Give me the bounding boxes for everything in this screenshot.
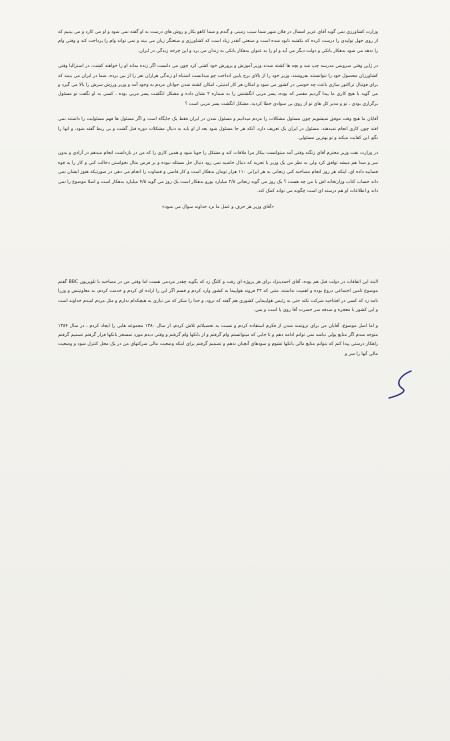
paragraph-4: در وزارت نفت وزیر محترم آقای زنگنه وقتی آمد میتوانست بیکار مرا ملاقات کند و مشکل را جویا شود و همین کاری را که من در بازداشت انجام میدهم در آزادی و بدون سر و صدا هم میشد توافق کرد ولی به نظر من یک وزیر با تجربه که دنبال حاشیه نمی رود دنبال حل مسئله نبوده و بر فرض مثال نخواستن دخالت کنی و کار را به قوه قضاییه داده ای، اینکه هر روز انجام مصاحبه کنی زنجانی به هر ایرانی ۱۱۰ هزار تومان بدهکار است و کار قاضی و قضاوت را انجام می دهی در صورتیکه هنوز ایشان نمی داند حساب کتاب وزارتخانه اش با من چه هست ؟ یک روز می گوید زنجانی ۲/۸ میلیارد یورو بدهکار است یک روز می گوید ۴/۵ میلیارد بدهکار است و اصلا موضوع را نمی داند و اطلاعات او هم درسته ای است چگونه می تواند کمک کند. (58, 151, 379, 195)
paragraph-1: وزارت کشاورزی نمی گوید آقای عزیز امسال در فلان شهر شما سیب زمینی و گندم و شما کاهو بکار و روش های درست به او گفته نمی شود و او می کارد و می بینیم که از روی جهل تولیدی را درست کرده که یکشبه نابود شده است و صنعتی آنقدر زیاد است که کشاورزی و صنعتگر زیان می بیند و نمی تواند وام را پرداخت کند و وقتی وام را ندهد می شود بدهکار بانکی و دولت دیگر می آید و او را به عنوان بدهکار بانکی به زندان می برد و این چرخه زندگی در ایران. (58, 30, 378, 54)
paragraph-2: در ژاپن وقتی سرویس مدرسه چپ شد و بچه ها کشته شدند وزیر آموزش و پرورش خود کشی کرد چون می دانست اگر زنده بماند او را خواهند کشت، در استرالیا وقتی کشاورزان محصول خود را نتوانستند بفروشند، وزیر خود را از بالای برج پایین انداخت چو میدانست اشتباه او زندگی هزاران نفر را از بین برده، شما در ایران می بینید که برای فوتبال تراکتور سازی باعث چه خوشی در کشور می شود و امکان هر کار امنیتی، امکان کشته شدن جوانان مردم به وجود آمد و وزیر ورزش سرش را بالا می گیرد و می گوید با هیچ کاری ما پیدا گردیم مقصر که بوده، پسر مربی انگشتش را به شماره ۲ نشان داده و مشکل انگشت پسر مربی بوده ، کسی به او نگفت تو مسئول برگزاری بودی ، تو و مدیر کل های تو از روی بی سوادی خطا کردید، مشکل انگشت پسر مربی است ؟ (58, 64, 378, 107)
paragraph-3: آقایان ما هیچ وقت موفق نمیشویم چون مسئول مشکلات را مردم میدانیم و مسئول شدن در ایران فقط یک جایگاه است و اگر مسئول ها فهم مسئولیت را داشتند نمی افتد چون کاری انجام نمیدهند. مسئول در ایران یک تعریف دارد، آنکه هر جا مسئول شود بعد از او باید به دنبال مشکلات دوره قبل گشت و بی ربط گفته شود، و انها را نگو، این کفایت میکند و تو بهترین مسئولی. (58, 117, 378, 142)
quote-line: «آقای وزیر هر حرف و عمل ما نزد خداوند سوال می شود» (161, 204, 275, 210)
paragraph-6: و اما اصل موضوع، آقایان من برای تروتمند شدن از فکرم استفاده کردم و نسبت به تحصیلاتم تلاش کردم، از سال ۱۳۸۰ مجموعه هایی را ایجاد کردم ، در سال ۱۳۸۴ متوجه شدم اگر منابع پولی نباشد نمی توانم ادامه دهم و تا جایی که میتوانستم وام گرفتم و از بانکها وام گرفتم و وقتی دیدم مورد تمسخر بانکها قرار گرفتم تصمیم گرفتم راهکار درستی پیدا کنم که بتوانم منابع مالی بانکها تشوم و سودهای آنچنان ندهم و تصمیم گرفتم برای اینکه وضعیت مالی شرکتهای من در یک محل کنترل شود و وضعیت مالی آنها را سر و (58, 323, 378, 357)
letter-body (58, 28, 378, 365)
margin-pen-mark (385, 368, 417, 400)
paragraph-5: البته این اتفاقات در دولت قبل هم بوده، آقای احمدینژاد برای هر پروژه ای رفت و کلنگ زد که بگوید چقدر مردمی هست اما وقتی من در مصاحبه با تلویزیون BBC گفتم موضوع تامین اجتماعی دروغ بوده و اهمیت نداشته، متنی که ۲۲ فروند هواپیما به کشور وارد کردم و قسم اگر این را اراده ای کردم و خدمت کردم، به معاونینش و وزرا نامه زد که کسی در افتتاحیه شرکت نکند حتی به رئیس هواپیمایی کشوری هم گفته که نرود، و خدا را شکر که من نیازی به هیچکدام ندارم و مثل مردم امیدم خداوند است و این کشور با معجزه و صدقه سر حضرت آقا روی پا است و بس. (58, 279, 378, 314)
